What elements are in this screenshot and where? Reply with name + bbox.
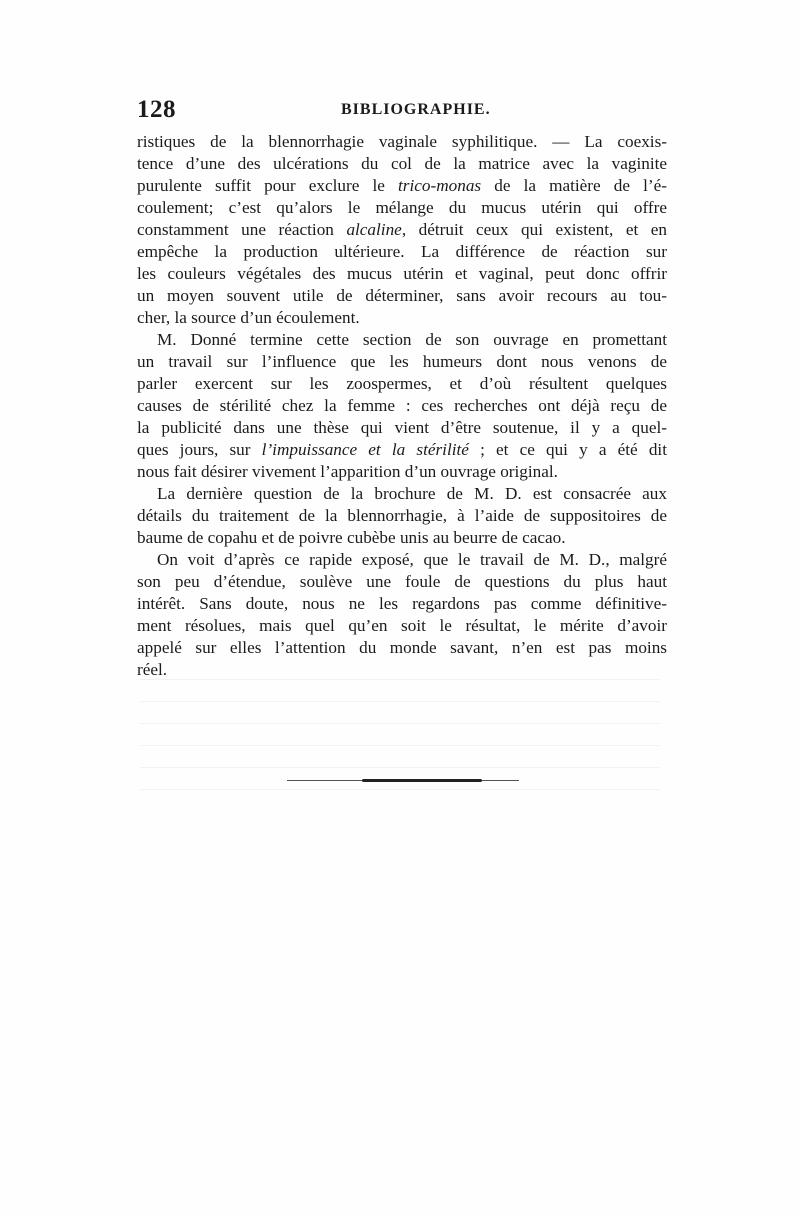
text-line — [137, 241, 667, 263]
italic-term: alcaline — [346, 220, 402, 239]
closing-rule-thick — [362, 779, 482, 782]
text-line — [137, 615, 667, 637]
running-head: BIBLIOGRAPHIE. — [341, 101, 491, 118]
text-segment: purulente suffit pour exclure le — [137, 176, 399, 195]
text-line — [137, 395, 667, 417]
text-segment: ; et ce qui y a été dit — [468, 440, 667, 459]
text-segment: un moyen souvent utile de déterminer, sans avoir recours au tou- — [137, 286, 667, 305]
text-segment: ristiques de la blennorrhagie vaginale syphilitique. — La coexis- — [137, 132, 667, 151]
text-segment: appelé sur elles l’attention du monde savant, n’en est pas moins — [137, 638, 667, 657]
text-segment: parler exercent sur les zoospermes, et d’où résultent quelques — [137, 374, 667, 393]
body-text — [137, 131, 667, 681]
text-line — [137, 593, 667, 615]
text-line — [137, 351, 667, 373]
text-line — [137, 175, 667, 197]
text-line — [137, 153, 667, 175]
text-line — [137, 527, 667, 549]
text-line — [137, 219, 667, 241]
text-segment: son peu d’étendue, soulève une foule de questions du plus haut — [137, 572, 667, 591]
text-line — [137, 285, 667, 307]
text-line — [137, 131, 667, 153]
text-segment: les couleurs végétales des mucus utérin et vaginal, peut donc offrir — [137, 264, 667, 283]
text-line — [137, 461, 667, 483]
text-segment: constamment une réaction — [137, 220, 347, 239]
text-segment: la publicité dans une thèse qui vient d’être soutenue, il y a quel- — [137, 418, 667, 437]
text-line — [137, 307, 667, 329]
text-segment: un travail sur l’influence que les humeurs dont nous venons de — [137, 352, 667, 371]
text-line — [137, 571, 667, 593]
text-segment: ment résolues, mais quel qu’en soit le résultat, le mérite d’avoir — [137, 616, 667, 635]
text-line — [137, 417, 667, 439]
page-number: 128 — [137, 96, 176, 123]
text-segment: causes de stérilité chez la femme : ces recherches ont déjà reçu de — [137, 396, 667, 415]
text-segment: tence d’une des ulcérations du col de la matrice avec la vaginite — [137, 154, 667, 173]
text-segment: détails du traitement de la blennorrhagie, à l’aide de suppositoires de — [137, 506, 667, 525]
text-segment: La dernière question de la brochure de M. D. est consacrée aux — [157, 484, 667, 503]
text-line — [137, 439, 667, 461]
page-header — [137, 96, 667, 126]
text-line — [137, 373, 667, 395]
text-segment: baume de copahu et de poivre cubèbe unis au beurre de cacao. — [137, 528, 566, 547]
text-segment: nous fait désirer vivement l’apparition d’un ouvrage original. — [137, 462, 558, 481]
text-segment: cher, la source d’un écoulement. — [137, 308, 360, 327]
text-segment: intérêt. Sans doute, nous ne les regardons pas comme définitive- — [137, 594, 667, 613]
text-segment: On voit d’après ce rapide exposé, que le travail de M. D., malgré — [157, 550, 667, 569]
italic-term: l’impuissance et la stérilité — [261, 440, 469, 459]
text-segment: empêche la production ultérieure. La différence de réaction sur — [137, 242, 667, 261]
text-segment: M. Donné termine cette section de son ouvrage en promettant — [157, 330, 667, 349]
text-line — [137, 263, 667, 285]
show-through-bleed — [140, 665, 660, 805]
italic-term: trico-monas — [398, 176, 482, 195]
text-segment: réel. — [137, 660, 168, 679]
text-line — [137, 197, 667, 219]
text-line — [137, 637, 667, 659]
text-line — [137, 505, 667, 527]
text-segment: ques jours, sur — [137, 440, 262, 459]
text-line — [137, 329, 667, 351]
text-line — [137, 483, 667, 505]
closing-rule — [287, 779, 519, 782]
text-segment: de la matière de l’é- — [481, 176, 668, 195]
text-line — [137, 549, 667, 571]
text-segment: , détruit ceux qui existent, et en — [401, 220, 668, 239]
text-segment: coulement; c’est qu’alors le mélange du mucus utérin qui offre — [137, 198, 667, 217]
